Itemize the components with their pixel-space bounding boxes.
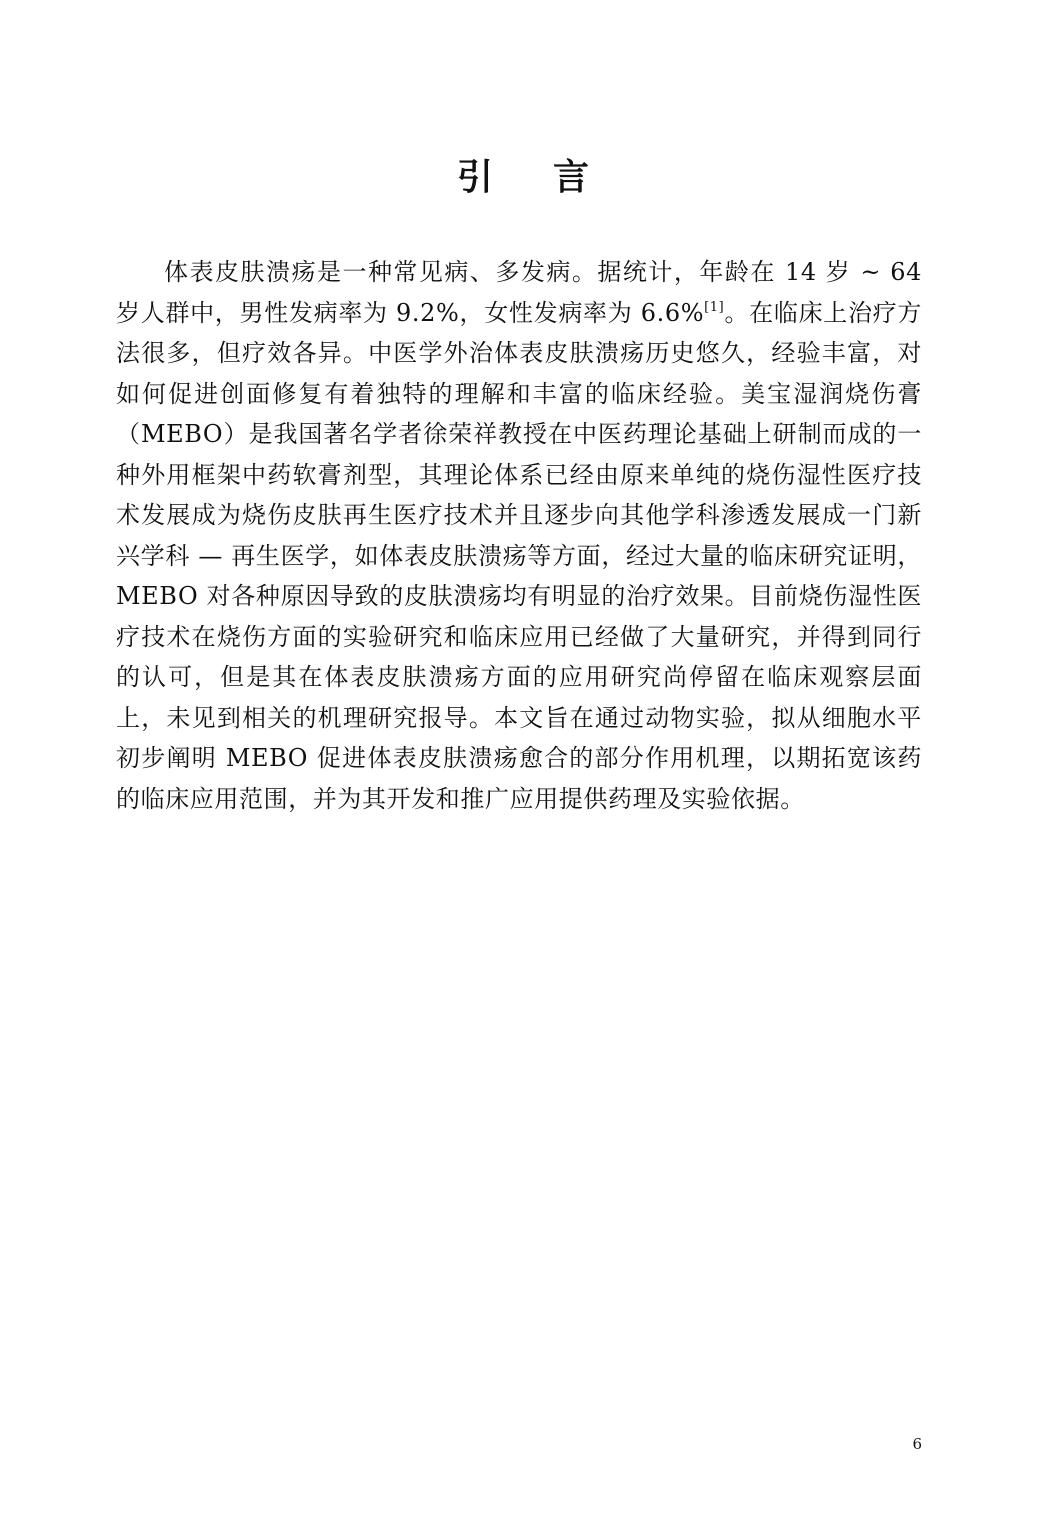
body-paragraph xyxy=(116,252,922,819)
body-text-before-reference: 体表皮肤溃疡是一种常见病、多发病。据统计，年龄在 14 岁 ~ 64 岁人群中，男性发病率为 9.2%，女性发病率为 6.6% xyxy=(116,258,922,327)
body-text-after-reference: 。在临床上治疗方法很多，但疗效各异。中医学外治体表皮肤溃疡历史悠久，经验丰富，对如何促进创面修复有着独特的理解和丰富的临床经验。美宝湿润烧伤膏（MEBO）是我国著名学者徐荣祥教授在中医药理论基础上研制而成的一种外用框架中药软膏剂型，其理论体系已经由原来单纯的烧伤湿性医疗技术发展成为烧伤皮肤再生医疗技术并且逐步向其他学科渗透发展成一门新兴学科 — 再生医学，如体表皮肤溃疡等方面，经过大量的临床研究证明，MEBO 对各种原因导致的皮肤溃疡均有明显的治疗效果。目前烧伤湿性医疗技术在烧伤方面的实验研究和临床应用已经做了大量研究，并得到同行的认可，但是其在体表皮肤溃疡方面的应用研究尚停留在临床观察层面上，未见到相关的机理研究报导。本文旨在通过动物实验，拟从细胞水平初步阐明 MEBO 促进体表皮肤溃疡愈合的部分作用机理，以期拓宽该药的临床应用范围，并为其开发和推广应用提供药理及实验依据。 xyxy=(116,298,922,813)
reference-mark[interactable]: [1] xyxy=(704,299,725,315)
section-heading: 引言 xyxy=(456,157,649,198)
page-number: 6 xyxy=(912,1435,922,1453)
